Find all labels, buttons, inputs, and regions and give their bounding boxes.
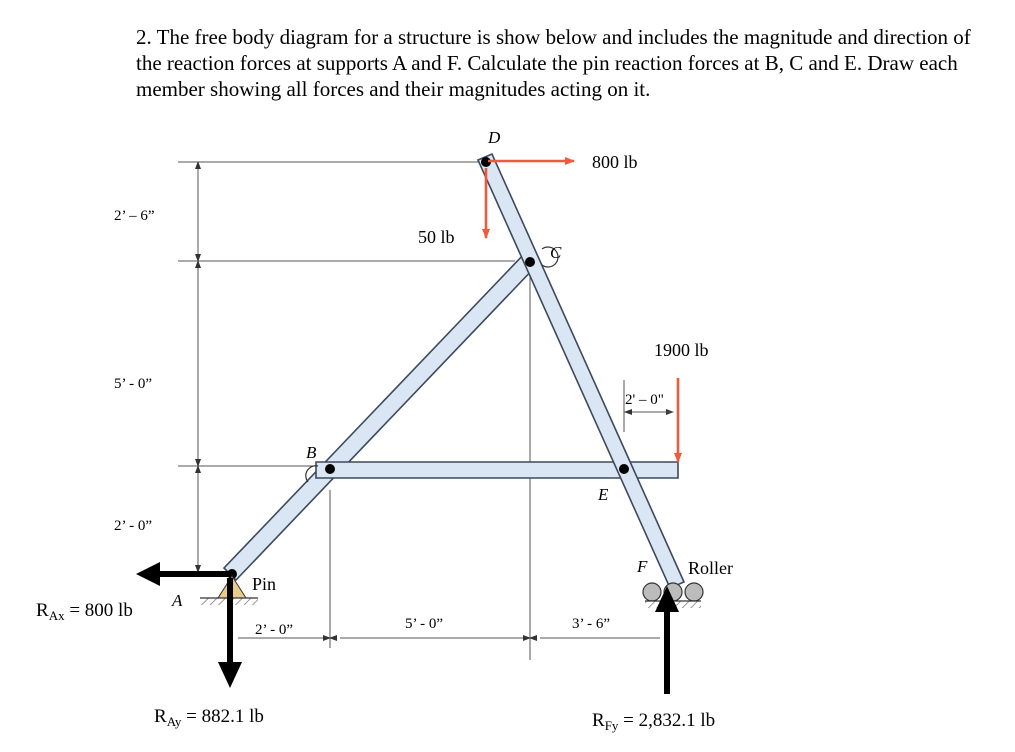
dim-2ft: 2’ - 0”: [114, 518, 153, 534]
dim-h-3ft6in: 3’ - 6”: [572, 616, 611, 632]
problem-statement: 2. The free body diagram for a structure is show below and includes the magnitude and direction of the reaction forces at supports A and F. Calculate the pin reaction forces at B, C and E. Draw each member showing all forces and their magnitudes acting on it.: [136, 25, 971, 101]
reaction-RAy-label: $R_{Ay} = 882.1$ lb: [154, 706, 264, 729]
label-E: E: [598, 485, 609, 504]
pin-label: Pin: [252, 574, 277, 594]
dim-5ft: 5’ - 0”: [114, 376, 153, 392]
dim-2ft6in: 2’ – 6”: [114, 208, 155, 224]
pin-E: [619, 464, 629, 474]
load-800-label: 800 lb: [592, 152, 638, 172]
dim-h-5ft: 5’ - 0”: [405, 616, 444, 632]
pin-B: [325, 464, 335, 474]
label-B: B: [306, 443, 317, 462]
load-1900-label: 1900 lb: [654, 340, 709, 360]
label-D: D: [488, 128, 501, 147]
roller-label: Roller: [688, 558, 733, 578]
label-C: C: [550, 243, 562, 262]
member-DF: [478, 154, 684, 588]
member-ABC: [224, 253, 537, 580]
label-A: A: [172, 591, 183, 610]
reaction-labels: [36, 600, 715, 733]
extension-lines: [178, 162, 624, 660]
dim-load-2ft: 2' – 0": [625, 392, 664, 408]
pin-C: [525, 257, 535, 267]
dim-h-2ft: 2’ - 0”: [255, 622, 294, 638]
label-F: F: [637, 557, 648, 576]
reaction-RAx-label: $R_{Ax} = 800$ lb: [36, 600, 133, 623]
load-50-label: 50 lb: [418, 227, 455, 247]
reaction-RFy-label: $R_{Fy} = 2,832.1$ lb: [592, 710, 716, 733]
